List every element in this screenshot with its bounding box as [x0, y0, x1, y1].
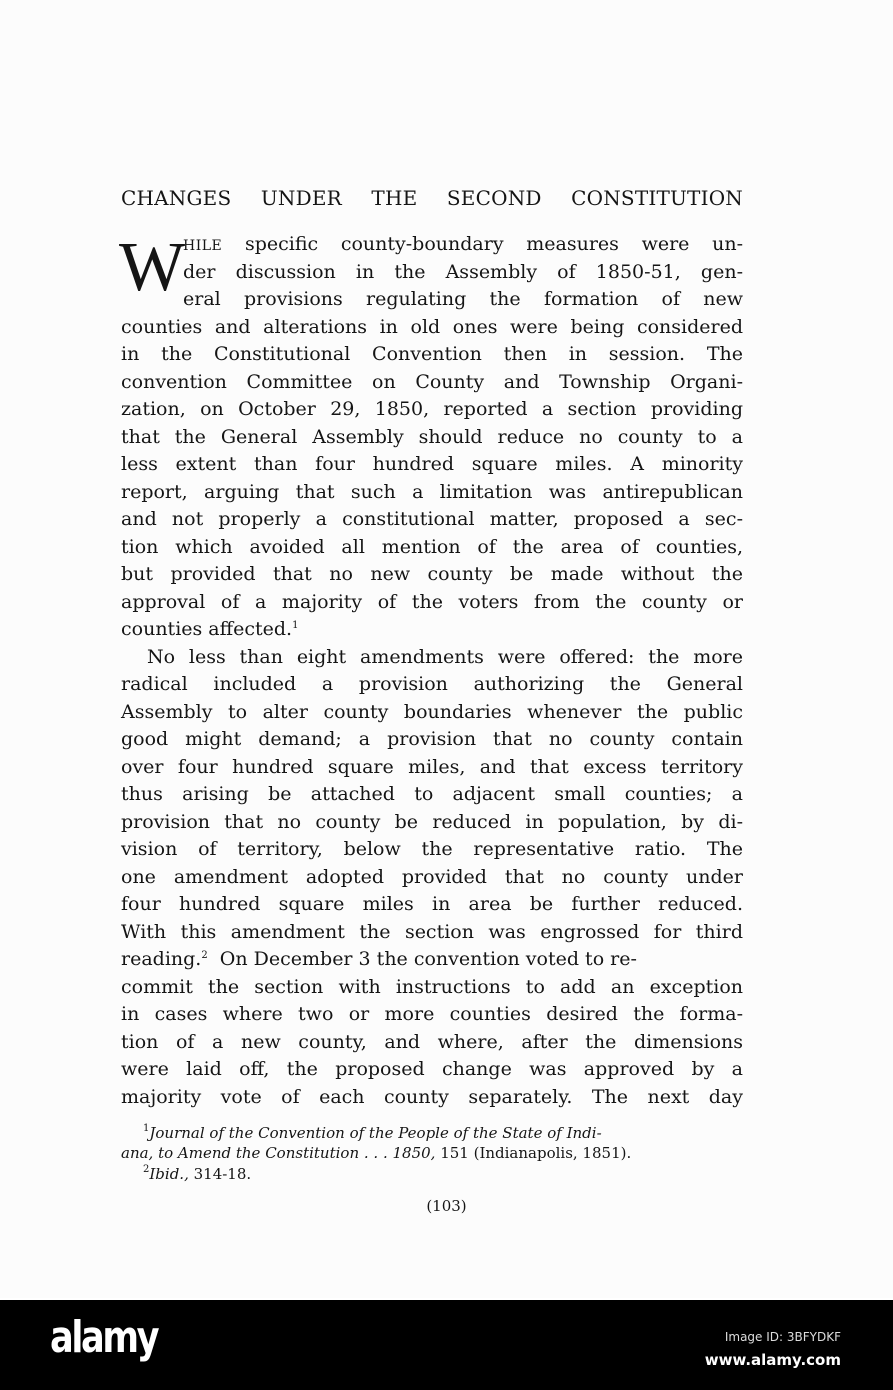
text-line: tion of a new county, and where, after the dimensions [121, 1030, 743, 1053]
footnote-ref: 1 [292, 620, 299, 631]
text-line: over four hundred square miles, and that excess territory [121, 755, 743, 778]
alamy-logo: alamy [50, 1312, 158, 1363]
footnote-mark: 2 [143, 1164, 150, 1175]
text-line: zation, on October 29, 1850, reported a section providing [121, 398, 743, 420]
text-span: reading. [121, 948, 202, 970]
text-line: four hundred square miles in area be further reduced. [121, 893, 743, 915]
text-line: No less than eight amendments were offered: the more [147, 645, 743, 668]
footnote-2 [121, 1164, 765, 1184]
text-span: counties affected. [121, 618, 293, 640]
text-line: one amendment adopted provided that no county under [121, 865, 743, 888]
text-line: vision of territory, below the representative ratio. The [121, 838, 743, 860]
text-line [121, 231, 743, 259]
chapter-heading: CHANGES UNDER THE SECOND CONSTITUTION [121, 186, 743, 210]
text-line: were laid off, the proposed change was approved by a [121, 1058, 743, 1080]
text-line [121, 946, 743, 974]
text-line: and not properly a constitutional matter, proposed a sec- [121, 508, 743, 530]
text-line: provision that no county be reduced in population, by di- [121, 810, 743, 833]
text-span: On December 3 the convention voted to re- [207, 948, 637, 970]
text-line: eral provisions regulating the formation of new [183, 288, 743, 310]
text-line: report, arguing that such a limitation was antirepublican [121, 480, 743, 503]
text-line: good might demand; a provision that no county contain [121, 728, 743, 750]
text-line: convention Committee on County and Township Organi- [121, 370, 743, 393]
watermark-bar [0, 1300, 893, 1390]
text-line: thus arising be attached to adjacent small counties; a [121, 783, 743, 805]
drop-cap: W [119, 229, 186, 306]
text-line: radical included a provision authorizing the General [121, 673, 743, 695]
footnote-citation: Journal of the Convention of the People of the State of Indi- [149, 1124, 602, 1142]
text-line: der discussion in the Assembly of 1850-51, gen- [183, 260, 743, 283]
page-number: (103) [426, 1197, 467, 1215]
footnote-citation: ana, to Amend the Constitution . . . 1850, [121, 1144, 436, 1162]
small-caps-word: HILE [183, 238, 223, 254]
text-line: counties and alterations in old ones were being considered [121, 315, 743, 338]
text-line: commit the section with instructions to add an exception [121, 975, 743, 998]
footnote-ref: 2 [201, 950, 208, 961]
text-line: less extent than four hundred square miles. A minority [121, 453, 743, 475]
footnote-1 [121, 1123, 743, 1143]
text-line: approval of a majority of the voters from the county or [121, 590, 743, 613]
text-line: in the Constitutional Convention then in session. The [121, 343, 743, 365]
text-line: majority vote of each county separately. The next day [121, 1085, 743, 1108]
body-text [121, 231, 743, 1111]
footnote-1-cont [121, 1143, 743, 1163]
watermark-url: www.alamy.com [704, 1351, 841, 1369]
image-id: Image ID: 3BFYDKF [724, 1330, 841, 1344]
text-line: tion which avoided all mention of the area of counties, [121, 535, 743, 558]
footnote-text: 151 (Indianapolis, 1851). [435, 1144, 632, 1162]
text-span: specific county-boundary measures were un- [222, 233, 743, 255]
text-line: that the General Assembly should reduce no county to a [121, 425, 743, 448]
text-line: in cases where two or more counties desired the forma- [121, 1003, 743, 1025]
footnote-mark: 1 [143, 1123, 150, 1134]
text-line: but provided that no new county be made without the [121, 563, 743, 585]
footnote-citation: Ibid., [149, 1165, 189, 1183]
text-line: With this amendment the section was engrossed for third [121, 920, 743, 943]
text-line: Assembly to alter county boundaries whenever the public [121, 700, 743, 723]
text-line [121, 616, 743, 644]
footnote-text: 314-18. [188, 1165, 252, 1183]
